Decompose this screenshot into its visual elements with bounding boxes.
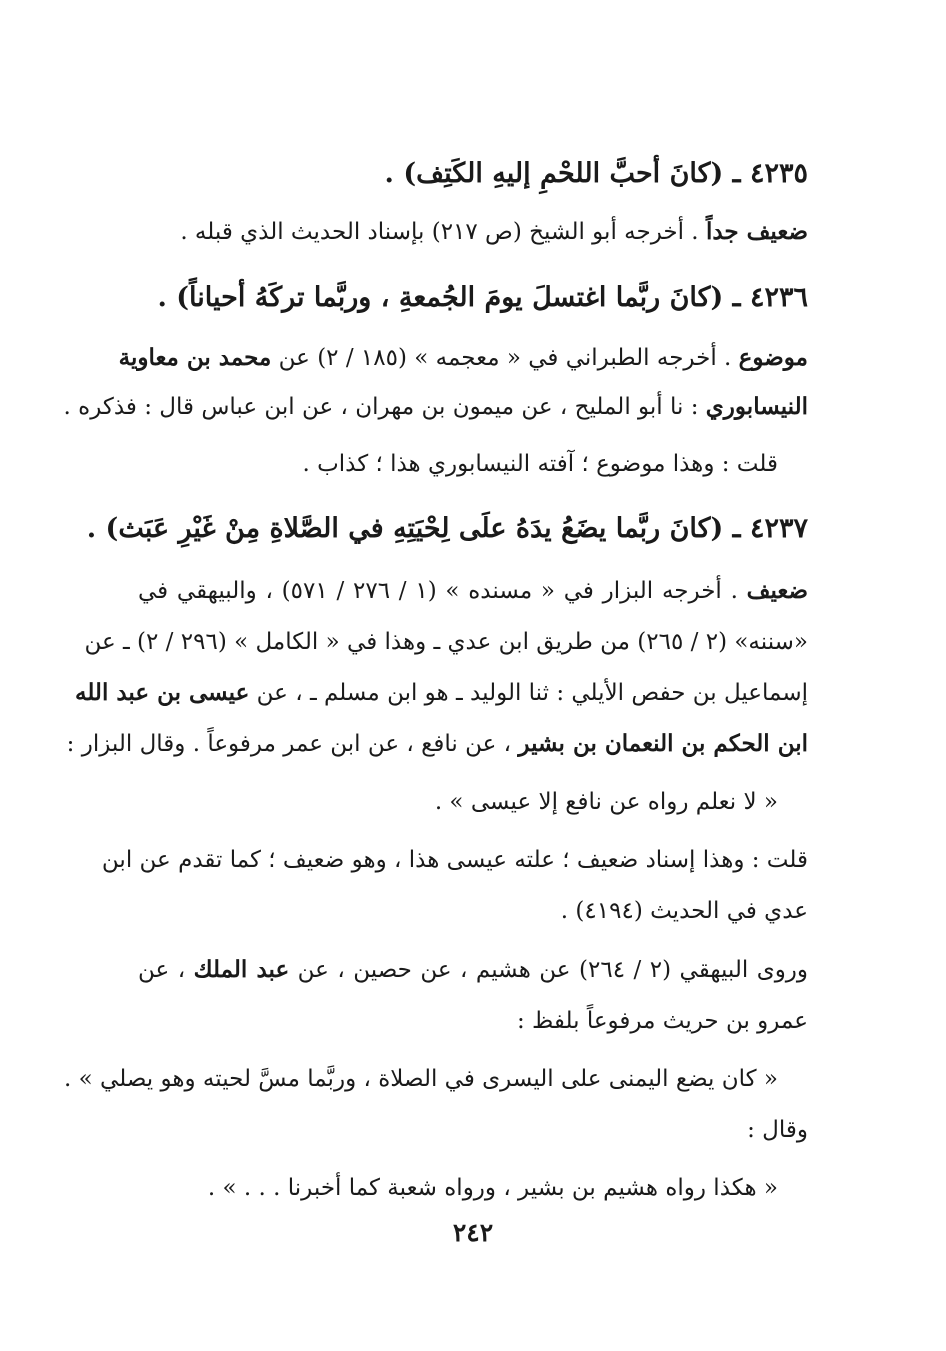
quote-line: « هكذا رواه هشيم بن بشير ، ورواه شعبة كما أخبرنا . . . » . [207, 1175, 778, 1201]
narrator-name: عيسى بن عبد الله [74, 679, 250, 706]
grade-label: ضعيف [746, 577, 809, 604]
commentary-line [138, 574, 808, 608]
commentary-text: . أخرجه البزار في « مسنده » (١ / ٢٧٦ / ٥٧١) ، والبيهقي في [138, 578, 747, 604]
narrator-name: محمد بن معاوية [118, 344, 272, 371]
grade-label: موضوع [738, 344, 808, 371]
narrator-name: النيسابوري [705, 393, 808, 420]
hadith-heading: ٤٢٣٥ ـ (كانَ أحبَّ اللحْمِ إليهِ الكَتِف) . [384, 158, 808, 189]
commentary-line [74, 676, 808, 710]
commentary-text: إسماعيل بن حفص الأيلي : ثنا الوليد ـ هو ابن مسلم ـ ، عن [249, 680, 808, 706]
commentary-line [118, 341, 808, 375]
commentary-line [138, 215, 808, 249]
commentary-line: وقال : [747, 1117, 808, 1143]
commentary-line [138, 953, 808, 987]
commentary-line [66, 727, 808, 761]
grade-label: ضعيف جداً [705, 218, 808, 245]
commentary-text: ، عن نافع ، عن ابن عمر مرفوعاً . وقال البزار : [66, 731, 519, 757]
commentary-line: عمرو بن حريث مرفوعاً بلفظ : [516, 1008, 808, 1034]
quote-line: « كان يضع اليمنى على اليسرى في الصلاة ، وربَّما مسَّ لحيته وهو يصلي » . [64, 1066, 778, 1092]
page-number: ٢٤٢ [452, 1218, 494, 1247]
commentary-line: عدي في الحديث (٤١٩٤) . [560, 898, 808, 924]
commentary-text: . أخرجه الطبراني في « معجمه » (١٨٥ / ٢) عن [271, 345, 739, 371]
quote-line: « لا نعلم رواه عن نافع إلا عيسى » . [434, 789, 778, 815]
hadith-heading: ٤٢٣٦ ـ (كانَ ربَّما اغتسلَ يومَ الجُمعةِ ، وربَّما تركَهُ أحياناً) . [157, 282, 808, 313]
commentary-text: ، عن [138, 957, 194, 983]
commentary-line: قلت : وهذا موضوع ؛ آفته النيسابوري هذا ؛ كذاب . [302, 451, 778, 477]
commentary-text: . أخرجه أبو الشيخ (ص ٢١٧) بإسناد الحديث الذي قبله . [180, 219, 706, 245]
commentary-line [63, 390, 808, 424]
narrator-name: ابن الحكم بن النعمان بن بشير [518, 730, 808, 757]
commentary-text: وروى البيهقي (٢ / ٢٦٤) عن هشيم ، عن حصين ، عن [289, 957, 809, 983]
commentary-line: «سننه» (٢ / ٢٦٥) من طريق ابن عدي ـ وهذا في « الكامل » (٢٩٦ / ٢) ـ عن [84, 629, 808, 655]
commentary-text: : نا أبو المليح ، عن ميمون بن مهران ، عن ابن عباس قال : فذكره . [63, 394, 706, 420]
hadith-heading: ٤٢٣٧ ـ (كانَ ربَّما يضَعُ يدَهُ علَى لِحْيَتِهِ في الصَّلاةِ مِنْ غَيْرِ عَبَث) . [86, 513, 808, 544]
narrator-name: عبد الملك [193, 956, 290, 983]
commentary-line: قلت : وهذا إسناد ضعيف ؛ علته عيسى هذا ، وهو ضعيف ؛ كما تقدم عن ابن [101, 847, 808, 873]
